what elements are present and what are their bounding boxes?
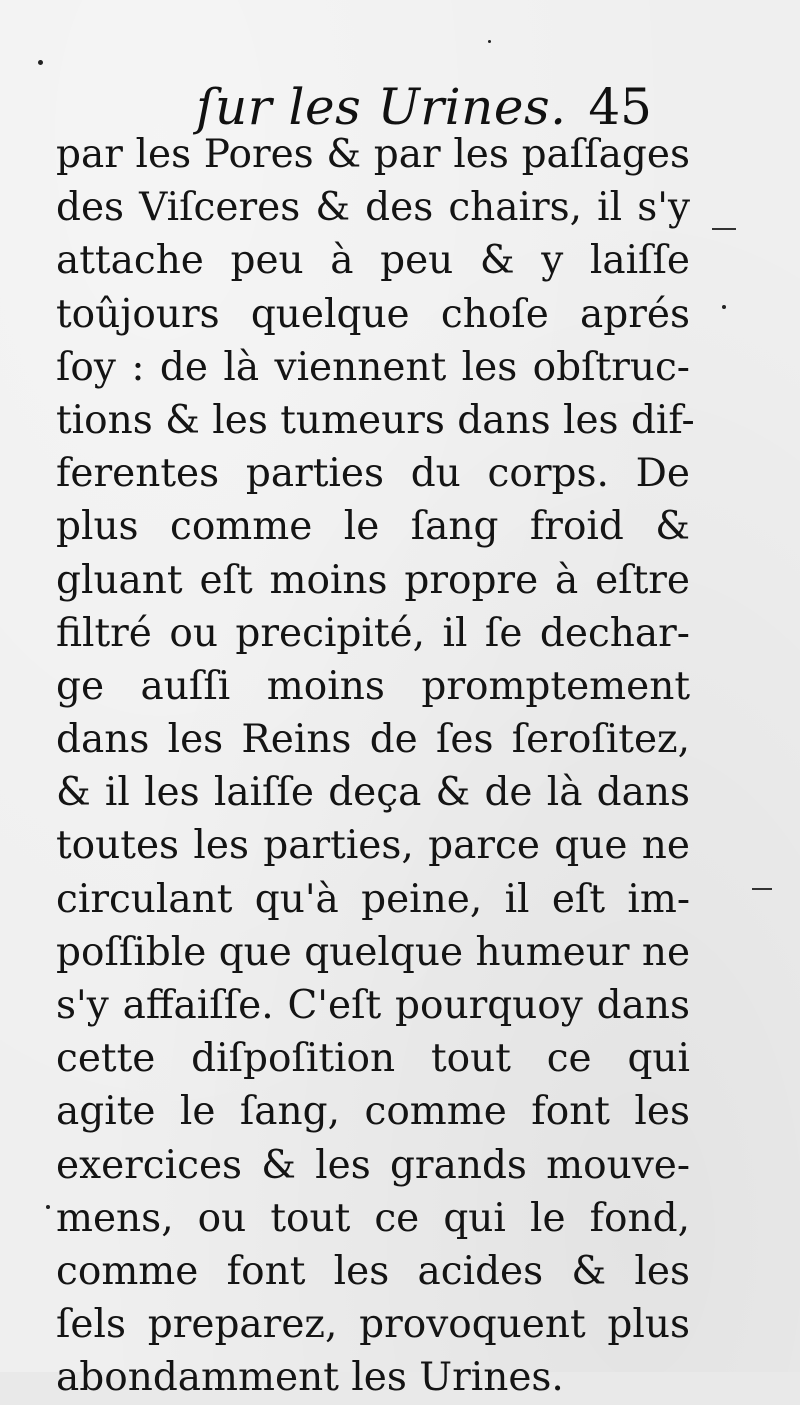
text-line: exercices & les grands mouve- xyxy=(56,1142,690,1188)
running-title: ſur les Urines. xyxy=(196,78,567,136)
text-line: ferentes parties du corps. De xyxy=(56,451,690,497)
text-line: tions & les tumeurs dans les dif- xyxy=(56,397,695,443)
body-text xyxy=(56,128,695,1405)
text-line: ge auſſi moins promptement xyxy=(56,663,690,709)
text-line: circulant qu'à peine, il eſt im- xyxy=(56,876,690,922)
page-number: 45 xyxy=(588,78,652,136)
text-line: comme font les acides & les xyxy=(56,1248,690,1294)
paper-speck xyxy=(722,305,726,309)
text-line: mens, ou tout ce qui le fond, xyxy=(56,1195,690,1241)
paper-speck xyxy=(46,1205,50,1209)
text-line: ſels preparez, provoquent plus xyxy=(56,1302,690,1348)
text-line: s'y affaiſſe. C'eſt pourquoy dans xyxy=(56,983,690,1028)
text-line: toûjours quelque choſe aprés xyxy=(56,291,690,337)
text-line: toutes les parties, parce que ne xyxy=(56,823,690,869)
text-line: ſoy : de là viennent les obſtruc- xyxy=(56,344,690,390)
text-line: plus comme le ſang froid & xyxy=(56,504,690,550)
text-line: filtré ou precipité, il ſe dechar- xyxy=(56,610,690,656)
text-line: des Viſceres & des chairs, il s'y xyxy=(56,185,690,231)
text-line: attache peu à peu & y laiſſe xyxy=(56,238,690,284)
text-line: & il les laiſſe deça & de là dans xyxy=(56,770,690,816)
paper-speck xyxy=(488,40,491,43)
text-line: par les Pores & par les paſſages xyxy=(56,132,690,177)
margin-mark xyxy=(752,888,772,890)
text-line: agite le ſang, comme font les xyxy=(56,1089,690,1135)
text-line: poſſible que quelque humeur ne xyxy=(56,929,691,975)
text-line: cette diſpoſition tout ce qui xyxy=(56,1036,690,1082)
margin-mark xyxy=(712,228,736,230)
paper-speck xyxy=(38,60,43,65)
text-line-last: abondamment les Urines. xyxy=(56,1355,564,1401)
text-line: dans les Reins de ſes ſeroſitez, xyxy=(56,717,690,763)
text-line: gluant eſt moins propre à eſtre xyxy=(56,557,690,603)
